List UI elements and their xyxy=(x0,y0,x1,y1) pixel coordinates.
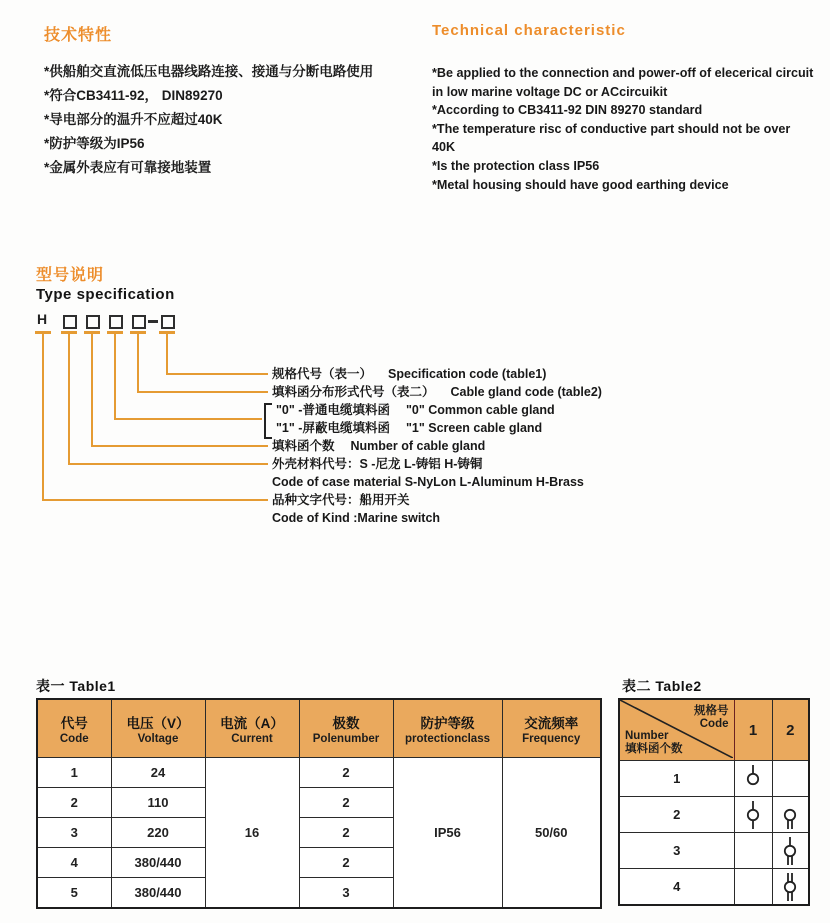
tech-bullet-en: *Be applied to the connection and power-off of elecerical circuit xyxy=(432,66,814,80)
type-spec-heading-en: Type specification xyxy=(36,286,175,303)
cell-frequency-merged: 50/60 xyxy=(502,758,601,909)
table-row xyxy=(619,761,809,797)
tech-bullet-cn: *防护等级为IP56 xyxy=(44,136,145,151)
cell-code: 5 xyxy=(37,878,111,909)
desc-en: Code of case material S-NyLon L-Aluminum H-Brass xyxy=(272,475,584,489)
table1-header-protectionclass: 防护等级 protectionclass xyxy=(393,699,502,758)
desc-cn: 填料函个数 xyxy=(272,439,335,453)
corner-label-number: Number 填料函个数 xyxy=(625,730,683,755)
cell-code: 2 xyxy=(37,788,111,818)
tech-bullet-en: *Is the protection class IP56 xyxy=(432,158,600,173)
model-desc-line xyxy=(272,438,485,454)
gland-symbol-cell xyxy=(772,833,809,869)
connector-line xyxy=(166,373,268,375)
cell-voltage: 380/440 xyxy=(111,878,205,909)
table1-header-code: 代号 Code xyxy=(37,699,111,758)
tech-bullets-cn xyxy=(44,60,373,180)
gland-symbol-cell xyxy=(772,797,809,833)
model-desc-line xyxy=(276,420,542,436)
tech-bullet-cn: *符合CB3411-92， DIN89270 xyxy=(44,88,223,103)
table1-header-row xyxy=(37,699,601,758)
cell-current-merged: 16 xyxy=(205,758,299,909)
gland-symbol-cell xyxy=(734,869,772,906)
tech-bullet-cn: *导电部分的温升不应超过40K xyxy=(44,112,223,127)
table-row xyxy=(619,869,809,906)
cell-pole: 2 xyxy=(299,848,393,878)
cell-voltage: 220 xyxy=(111,818,205,848)
desc-cn: "1" -屏蔽电缆填料函 xyxy=(276,421,390,435)
cell-pole: 2 xyxy=(299,788,393,818)
gland-symbol-cell xyxy=(772,869,809,906)
tech-heading-cn: 技术特性 xyxy=(44,27,113,44)
model-prefix-letter: H xyxy=(37,311,48,327)
connector-line xyxy=(114,418,262,420)
connector-line xyxy=(42,499,268,501)
connector-line xyxy=(42,334,44,501)
model-code-box xyxy=(109,315,123,329)
cell-code: 4 xyxy=(37,848,111,878)
cell-gland-count: 1 xyxy=(619,761,734,797)
model-code-box xyxy=(63,315,77,329)
table1-title: 表一 Table1 xyxy=(36,678,116,694)
connector-line xyxy=(114,334,116,420)
desc-cn: 品种文字代号：船用开关 xyxy=(272,493,410,507)
type-spec-heading-cn: 型号说明 xyxy=(36,267,105,284)
model-desc-line xyxy=(272,474,584,490)
table2-corner-cell xyxy=(619,699,734,761)
model-desc-line xyxy=(272,510,440,526)
table1-header-current: 电流（A） Current xyxy=(205,699,299,758)
tech-heading-en: Technical characteristic xyxy=(432,22,626,39)
cell-voltage: 110 xyxy=(111,788,205,818)
connector-line xyxy=(91,445,268,447)
table2-header-row xyxy=(619,699,809,761)
connector-line xyxy=(68,334,70,465)
cell-code: 3 xyxy=(37,818,111,848)
tech-bullets-en xyxy=(432,64,813,194)
cell-pole: 2 xyxy=(299,758,393,788)
cable-gland-icon xyxy=(779,871,801,903)
tech-bullet-en: *According to CB3411-92 DIN 89270 standard xyxy=(432,103,703,118)
desc-cn: 填料函分布形式代号（表二） xyxy=(272,385,435,399)
table1-header-voltage: 电压（V） Voltage xyxy=(111,699,205,758)
cell-pole: 3 xyxy=(299,878,393,909)
table2-col-header: 1 xyxy=(734,699,772,761)
corner-label-code: 规格号 Code xyxy=(694,705,729,730)
tech-bullet-cn: *金属外表应有可靠接地装置 xyxy=(44,160,212,175)
connector-line xyxy=(166,334,168,375)
cable-gland-icon xyxy=(779,799,801,831)
cell-voltage: 380/440 xyxy=(111,848,205,878)
table-row xyxy=(37,758,601,788)
desc-en: "1" Screen cable gland xyxy=(405,421,543,435)
model-desc-line xyxy=(276,402,555,418)
gland-symbol-cell xyxy=(734,761,772,797)
desc-en: Specification code (table1) xyxy=(388,367,547,381)
desc-en: Code of Kind :Marine switch xyxy=(272,511,441,525)
tech-bullet-en: *Metal housing should have good earthing device xyxy=(432,177,729,192)
desc-en: "0" Common cable gland xyxy=(405,403,555,417)
model-code-dash xyxy=(148,320,158,323)
desc-cn: 外壳材料代号：S -尼龙 L-铸铝 H-铸铜 xyxy=(272,457,483,471)
model-desc-line xyxy=(272,492,410,508)
tech-bullet-en: in low marine voltage DC or ACcircuikit xyxy=(432,84,668,99)
model-code-box xyxy=(86,315,100,329)
cell-code: 1 xyxy=(37,758,111,788)
tech-bullet-en: *The temperature risc of conductive part should not be over xyxy=(432,121,791,136)
model-code-box xyxy=(132,315,146,329)
desc-en: Cable gland code (table2) xyxy=(450,385,602,399)
table2-col-header: 2 xyxy=(772,699,809,761)
tech-bullet-cn: *供船舶交直流低压电器线路连接、接通与分断电路使用 xyxy=(44,64,374,79)
table-row xyxy=(619,833,809,869)
cable-gland-icon xyxy=(742,763,764,795)
model-desc-line xyxy=(272,366,546,382)
table2 xyxy=(618,698,810,906)
desc-cn: "0" -普通电缆填料函 xyxy=(276,403,390,417)
cell-voltage: 24 xyxy=(111,758,205,788)
option-bracket xyxy=(264,403,272,439)
cell-gland-count: 3 xyxy=(619,833,734,869)
desc-cn: 规格代号（表一） xyxy=(272,367,373,381)
tech-bullet-en: 40K xyxy=(432,140,456,155)
cell-pole: 2 xyxy=(299,818,393,848)
connector-line xyxy=(137,334,139,393)
table-row xyxy=(619,797,809,833)
cell-gland-count: 2 xyxy=(619,797,734,833)
gland-symbol-cell xyxy=(734,797,772,833)
model-desc-line xyxy=(272,384,602,400)
gland-symbol-cell xyxy=(734,833,772,869)
model-desc-line xyxy=(272,456,482,472)
gland-symbol-cell xyxy=(772,761,809,797)
connector-line xyxy=(91,334,93,447)
desc-en: Number of cable gland xyxy=(350,439,486,453)
connector-line xyxy=(68,463,268,465)
cable-gland-icon xyxy=(779,835,801,867)
connector-line xyxy=(137,391,268,393)
cell-gland-count: 4 xyxy=(619,869,734,906)
table1 xyxy=(36,698,602,909)
model-code-box xyxy=(161,315,175,329)
cable-gland-icon xyxy=(742,799,764,831)
table1-header-polenumber: 极数 Polenumber xyxy=(299,699,393,758)
table1-header-frequency: 交流频率 Frequency xyxy=(502,699,601,758)
cell-protection-merged: IP56 xyxy=(393,758,502,909)
table2-title: 表二 Table2 xyxy=(622,678,702,694)
